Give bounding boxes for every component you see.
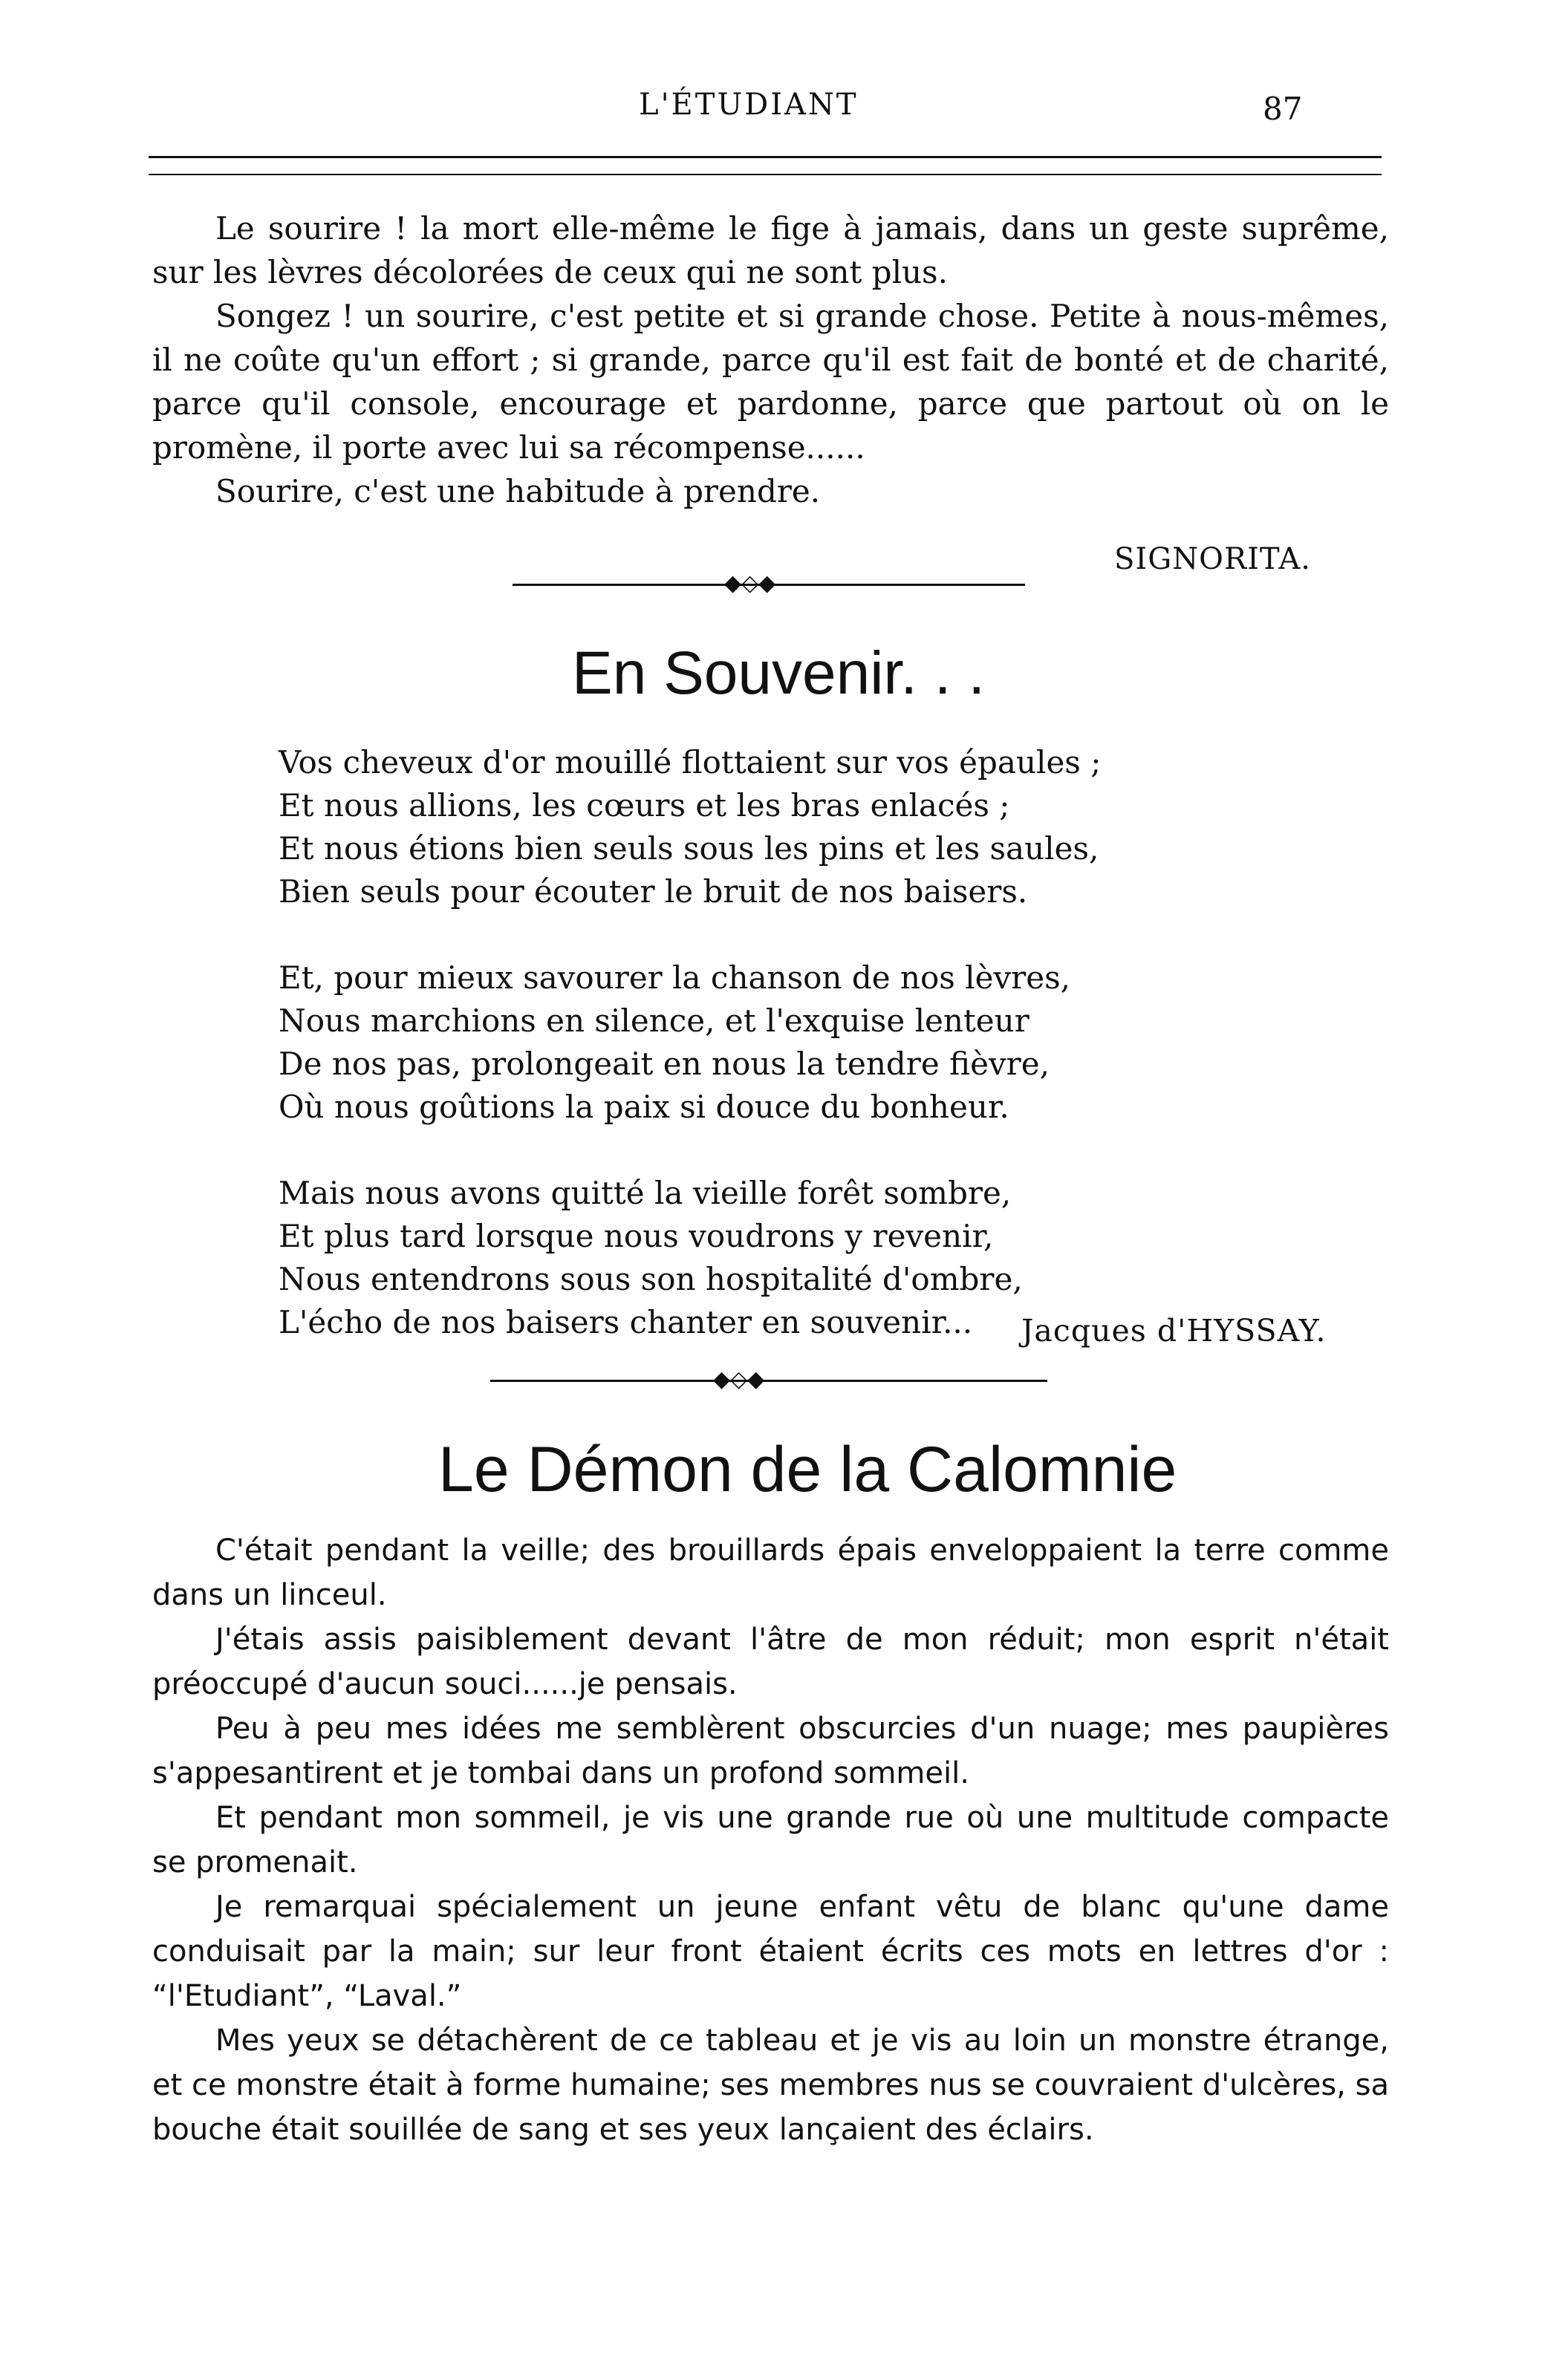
paragraph: Le sourire ! la mort elle-même le fige à jamais, dans un geste suprême, sur les lèvres décolorées de ceux qui ne sont plus. bbox=[152, 210, 1389, 290]
poem-body bbox=[279, 741, 1318, 1387]
article-body bbox=[152, 1528, 1389, 2152]
paragraph: C'était pendant la veille; des brouillards épais enveloppaient la terre comme dans un linceul. bbox=[152, 1533, 1389, 1612]
paragraph: Mes yeux se détachèrent de ce tableau et je vis au loin un monstre étrange, et ce monstre était à forme humaine; ses membres nus se couvraient d'ulcères, sa bouche était souillée de sang et ses yeux lançaient des éclairs. bbox=[152, 2024, 1389, 2147]
paragraph: Peu à peu mes idées me semblèrent obscurcies d'un nuage; mes paupières s'appesantirent et je tombai dans un profond sommeil. bbox=[152, 1712, 1389, 1790]
paragraph: Je remarquai spécialement un jeune enfant vêtu de blanc qu'une dame conduisait par la main; sur leur front étaient écrits ces mots en lettres d'or : “l'Etudiant”, “Laval.” bbox=[152, 1890, 1389, 2013]
paragraph: J'étais assis paisiblement devant l'âtre de mon réduit; mon esprit n'était préoccupé d'aucun souci......je pensais. bbox=[152, 1623, 1389, 1701]
section-ornament bbox=[0, 570, 1545, 600]
poem-line: De nos pas, prolongeait en nous la tendre fièvre, bbox=[279, 1046, 1050, 1082]
poem-line: Et plus tard lorsque nous voudrons y revenir, bbox=[279, 1218, 994, 1254]
ornament-glyph: ◆◇◆ bbox=[724, 570, 776, 596]
header-rule bbox=[149, 174, 1382, 175]
poem-stanza bbox=[279, 956, 1318, 1129]
poem-line: Nous marchions en silence, et l'exquise lenteur bbox=[279, 1002, 1030, 1039]
section-ornament bbox=[0, 1366, 1545, 1396]
poem-author: Jacques d'HYSSAY. bbox=[1021, 1313, 1327, 1349]
poem-line: L'écho de nos baisers chanter en souvenir... bbox=[279, 1304, 973, 1340]
running-title: L'ÉTUDIANT bbox=[639, 88, 859, 122]
smile-prose bbox=[152, 206, 1389, 513]
poem-line: Et, pour mieux savourer la chanson de nos lèvres, bbox=[279, 959, 1071, 996]
poem-title: En Souvenir. . . bbox=[572, 639, 986, 707]
poem-line: Et nous allions, les cœurs et les bras enlacés ; bbox=[279, 787, 1010, 824]
poem-stanza bbox=[279, 741, 1318, 913]
paragraph: Sourire, c'est une habitude à prendre. bbox=[215, 473, 821, 509]
running-head bbox=[0, 88, 1545, 132]
poem-line: Où nous goûtions la paix si douce du bonheur. bbox=[279, 1089, 1009, 1125]
poem-line: Mais nous avons quitté la vieille forêt sombre, bbox=[279, 1175, 1012, 1211]
ornament-rule bbox=[490, 1380, 1047, 1382]
poem-line: Bien seuls pour écouter le bruit de nos baisers. bbox=[279, 873, 1028, 910]
header-rule bbox=[149, 156, 1382, 158]
paragraph: Songez ! un sourire, c'est petite et si grande chose. Petite à nous-mêmes, il ne coûte qu'un effort ; si grande, parce qu'il est fait de bonté et de charité, parce qu'il console, encourage et pardonne, parce que partout où on le promène, il porte avec lui sa récompense...... bbox=[152, 298, 1389, 466]
signature-signorita: SIGNORITA. bbox=[1114, 542, 1311, 576]
paragraph: Et pendant mon sommeil, je vis une grande rue où une multitude compacte se promenait. bbox=[152, 1801, 1389, 1879]
poem-line: Et nous étions bien seuls sous les pins et les saules, bbox=[279, 830, 1099, 867]
ornament-glyph: ◆◇◆ bbox=[713, 1366, 765, 1392]
article-title: Le Démon de la Calomnie bbox=[438, 1434, 1177, 1505]
page-number: 87 bbox=[1263, 91, 1303, 127]
poem-line: Nous entendrons sous son hospitalité d'ombre, bbox=[279, 1261, 1023, 1297]
poem-line: Vos cheveux d'or mouillé flottaient sur vos épaules ; bbox=[279, 744, 1102, 780]
